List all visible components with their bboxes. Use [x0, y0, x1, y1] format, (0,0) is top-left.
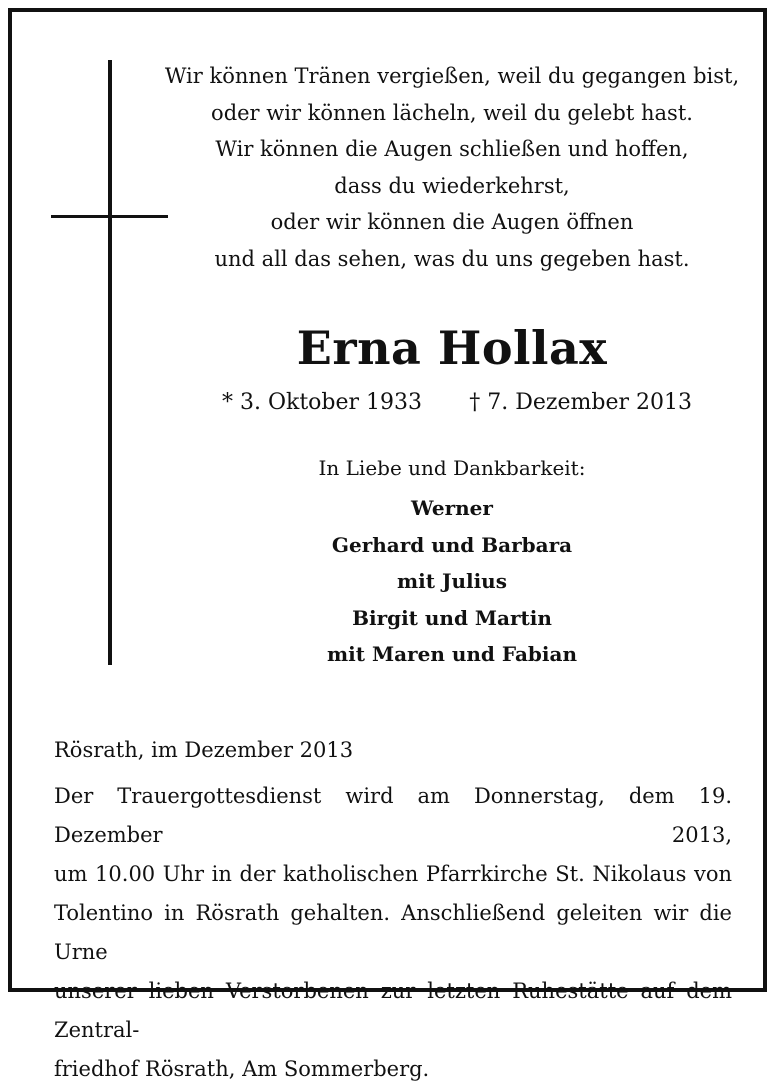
service-line: Der Trauergottesdienst wird am Donnerstag, dem 19. Dezember 2013,: [54, 784, 732, 847]
mourner-name: Gerhard und Barbara: [331, 532, 573, 557]
service-line: um 10.00 Uhr in der katholischen Pfarrkirche St. Nikolaus von: [54, 862, 732, 886]
service-line: unserer lieben Verstorbenen zur letzten Ruhestätte auf dem Zentral-: [54, 979, 732, 1042]
mourner-name: Werner: [411, 496, 493, 520]
service-announcement: [54, 777, 732, 1089]
mourner-name: mit Maren und Fabian: [327, 642, 577, 666]
cross-icon: [108, 60, 112, 665]
poem-line: oder wir können die Augen öffnen: [270, 210, 634, 234]
obituary-frame: [8, 8, 767, 1081]
birth-date: * 3. Oktober 1933: [222, 390, 423, 415]
life-dates: [222, 388, 692, 418]
death-date: † 7. Dezember 2013: [469, 390, 692, 415]
mourner-name: Birgit und Martin: [352, 605, 552, 630]
mourners-intro: In Liebe und Dankbarkeit:: [318, 456, 586, 480]
memorial-poem: [162, 58, 742, 277]
poem-line: Wir können die Augen schließen und hoffen,: [215, 137, 689, 161]
place-date: Rösrath, im Dezember 2013: [54, 738, 354, 762]
mourner-name: mit Julius: [397, 569, 507, 593]
poem-line: dass du wiederkehrst,: [334, 173, 570, 198]
service-line: friedhof Rösrath, Am Sommerberg.: [54, 1057, 430, 1081]
deceased-name: Erna Hollax: [296, 321, 608, 375]
poem-line: oder wir können lächeln, weil du gelebt hast.: [211, 100, 693, 125]
mourners-list: [162, 490, 742, 673]
poem-line: und all das sehen, was du uns gegeben hast.: [214, 246, 690, 271]
cross-icon-crossbar: [51, 215, 168, 218]
poem-line: Wir können Tränen vergießen, weil du gegangen bist,: [164, 64, 740, 88]
service-line: Tolentino in Rösrath gehalten. Anschließend geleiten wir die Urne: [54, 901, 732, 964]
